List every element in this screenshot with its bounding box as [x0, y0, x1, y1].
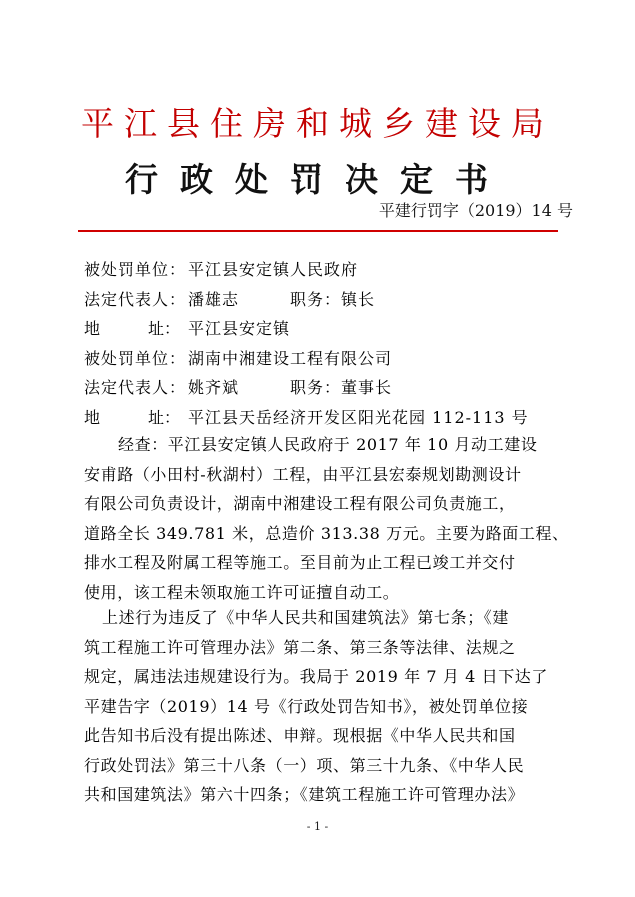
- text-line: 平建告字（2019）14 号《行政处罚告知书》，被处罚单位接: [84, 696, 529, 716]
- role-value: 镇长: [341, 289, 376, 309]
- field-label: 法定代表人：: [84, 289, 187, 309]
- party-2-unit: [84, 344, 564, 374]
- red-divider-rule: [78, 230, 558, 232]
- field-label: [84, 403, 188, 433]
- text-line: 道路全长 349.781 米，总造价 313.38 万元。主要为路面工程、: [84, 523, 569, 543]
- text-line: 此告知书后没有提出陈述、申辩。现根据《中华人民共和国: [84, 726, 516, 745]
- party-1-address: [84, 314, 564, 344]
- text-line: 排水工程及附属工程等施工。至目前为止工程已竣工并交付: [84, 553, 516, 572]
- text-line: 使用，该工程未领取施工许可证擅自动工。: [84, 582, 400, 602]
- party-1-representative: [84, 285, 564, 315]
- field-value: 平江县天岳经济开发区阳光花园 112-113 号: [188, 407, 529, 427]
- field-value: 平江县安定镇: [188, 319, 291, 338]
- party-2-address: [84, 403, 564, 433]
- role-field: [290, 373, 392, 403]
- document-title: 行政处罚决定书: [125, 160, 510, 199]
- field-value: 姚齐斌: [188, 378, 240, 397]
- field-label: 被处罚单位：: [84, 260, 187, 279]
- document-number: 平建行罚字（2019）14 号: [378, 201, 573, 220]
- field-label: [84, 314, 188, 344]
- role-label: 职务：: [290, 289, 342, 309]
- text-line: 规定，属违法违规建设行为。我局于 2019 年 7 月 4 日下达了: [84, 667, 548, 686]
- field-label: 被处罚单位：: [84, 348, 187, 368]
- text-line: 共和国建筑法》第六十四条；《建筑工程施工许可管理办法》: [84, 785, 525, 804]
- party-1-unit: [84, 255, 564, 285]
- label-part-a: 地: [84, 407, 101, 427]
- text-line: 上述行为违反了《中华人民共和国建筑法》第七条；《建: [102, 608, 510, 627]
- page-number: - 1 -: [306, 820, 329, 833]
- text-line: 有限公司负责设计，湖南中湘建设工程有限公司负责施工，: [84, 494, 516, 513]
- label-part-a: 地: [84, 319, 101, 338]
- label-part-b: 址：: [148, 407, 181, 427]
- role-value: 董事长: [341, 378, 393, 397]
- role-field: [290, 285, 375, 315]
- violation-paragraph: [84, 603, 564, 810]
- field-label: 法定代表人：: [84, 378, 187, 397]
- party-fields: [84, 255, 564, 432]
- field-value: 湖南中湘建设工程有限公司: [188, 348, 393, 368]
- text-line: 筑工程施工许可管理办法》第二条、第三条等法律、法规之: [84, 637, 516, 657]
- label-part-b: 址：: [148, 319, 181, 338]
- field-value: 潘雄志: [188, 289, 240, 309]
- party-2-representative: [84, 373, 564, 403]
- text-line: 安甫路（小田村-秋湖村）工程，由平江县宏泰规划勘测设计: [84, 464, 522, 484]
- role-label: 职务：: [290, 378, 342, 397]
- field-value: 平江县安定镇人民政府: [188, 260, 359, 279]
- text-line: 行政处罚法》第三十八条（一）项、第三十九条、《中华人民: [84, 755, 525, 775]
- findings-paragraph: [84, 430, 569, 607]
- issuer-heading: 平江县住房和城乡建设局: [81, 104, 554, 143]
- text-line: 经查：平江县安定镇人民政府于 2017 年 10 月动工建设: [118, 435, 538, 454]
